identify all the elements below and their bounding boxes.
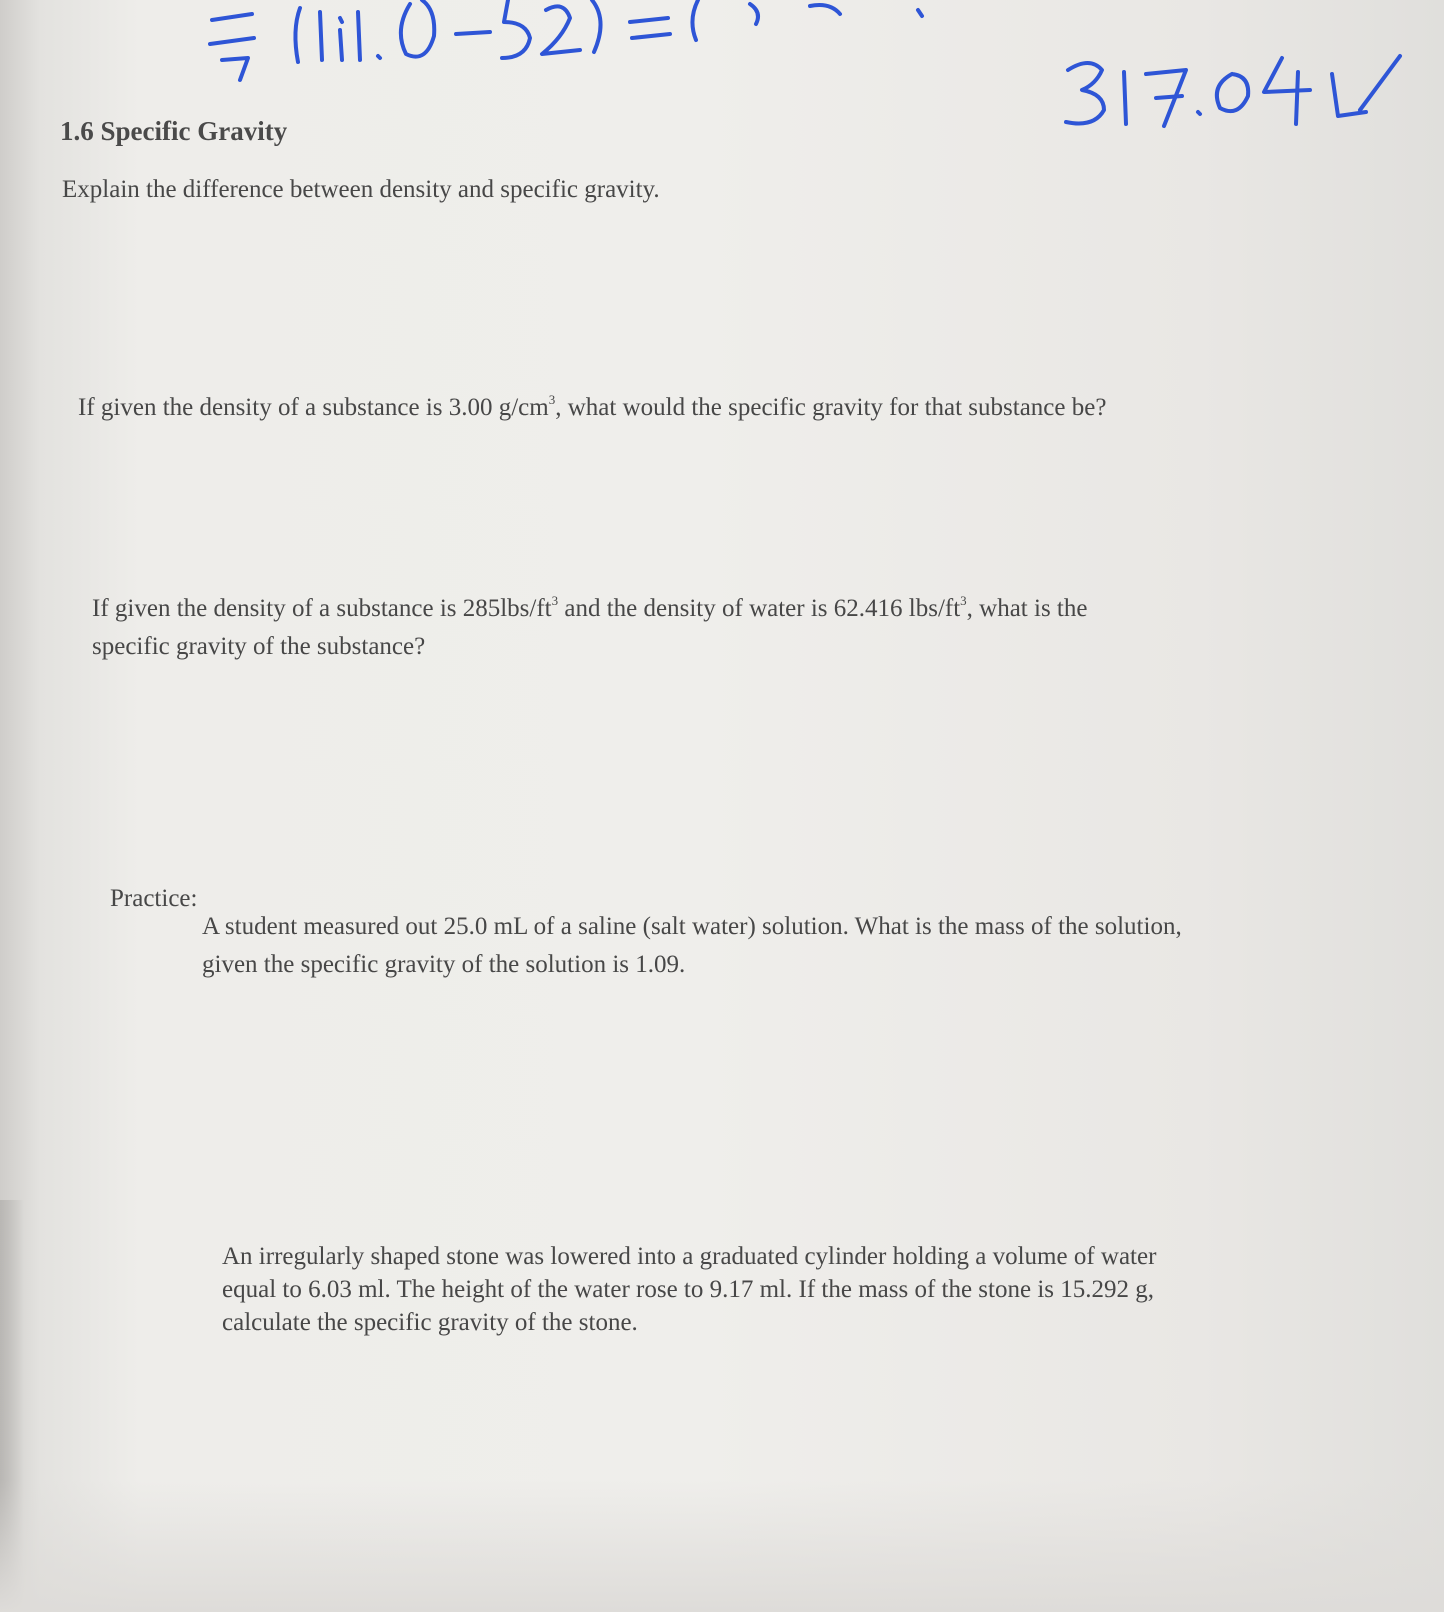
question-1 — [62, 171, 660, 209]
question-2-text-end: , what would the specific gravity for that substance be? — [555, 394, 1107, 421]
practice-problem-2-line-1: An irregularly shaped stone was lowered into a graduated cylinder holding a volume of water — [222, 1243, 1157, 1270]
page-shadow-bottom — [0, 1480, 1444, 1612]
question-3-line-1 — [92, 590, 1087, 628]
question-3-text-middle: and the density of water is 62.416 lbs/ft — [558, 595, 961, 622]
question-3-exponent-1: 3 — [551, 593, 559, 608]
practice-label: Practice: — [110, 885, 198, 912]
practice-problem-1-line-1: A student measured out 25.0 mL of a saline (salt water) solution. What is the mass of the solution, — [202, 913, 1182, 940]
question-2-text-start: If given the density of a substance is 3.00 g/cm — [78, 394, 549, 421]
question-3-text-start: If given the density of a substance is 285lbs/ft — [92, 595, 552, 622]
handwritten-top-work — [190, 0, 950, 90]
question-1-text: Explain the difference between density and specific gravity. — [62, 176, 660, 203]
practice-problem-1-line-2: given the specific gravity of the solution is 1.09. — [202, 951, 686, 978]
practice-problem-2 — [222, 1240, 1156, 1339]
question-3-text-end: , what is the — [966, 595, 1088, 622]
section-heading: 1.6 Specific Gravity — [60, 116, 288, 146]
question-2-exponent: 3 — [548, 392, 556, 407]
practice-problem-1 — [202, 908, 1182, 984]
question-3-line-2: specific gravity of the substance? — [92, 633, 426, 660]
practice-problem-2-line-2: equal to 6.03 ml. The height of the water rose to 9.17 ml. If the mass of the stone is 15.292 g, — [222, 1276, 1155, 1303]
question-3 — [92, 590, 1087, 666]
question-3-exponent-2: 3 — [960, 593, 967, 608]
practice-problem-2-line-3: calculate the specific gravity of the stone. — [222, 1309, 638, 1336]
question-2 — [78, 389, 1106, 427]
handwritten-answer — [1060, 52, 1430, 132]
